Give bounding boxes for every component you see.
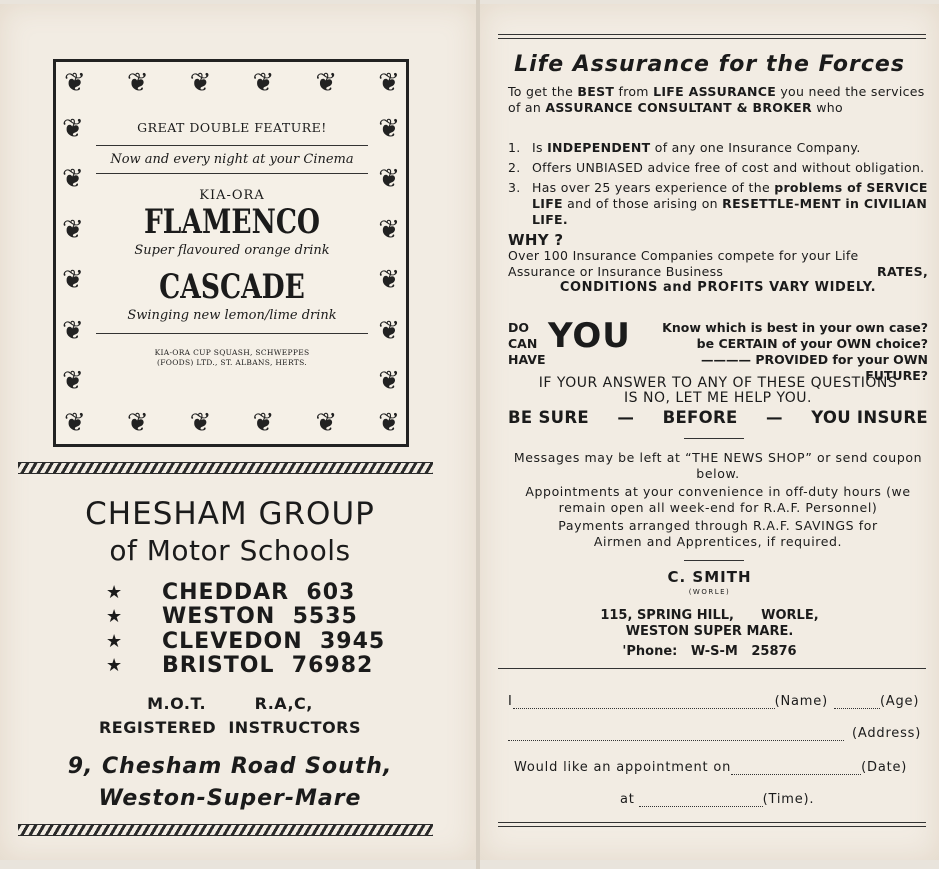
- ornament-icon: ❦: [315, 408, 338, 438]
- divider: [684, 438, 744, 439]
- small-print-line: KIA-ORA CUP SQUASH, SCHWEPPES: [154, 348, 310, 357]
- phone-row: [106, 629, 426, 654]
- time-field[interactable]: [639, 796, 763, 807]
- phone-row: [106, 605, 426, 630]
- ornament-icon: ❦: [252, 408, 275, 438]
- list-item: [508, 160, 928, 176]
- ornament-icon: ❦: [189, 408, 212, 438]
- star-icon: ★: [106, 655, 124, 677]
- text-bold: LIFE ASSURANCE: [653, 84, 777, 99]
- consultant-phone: 'Phone: W-S-M 25876: [622, 644, 797, 659]
- text: who: [811, 100, 843, 115]
- text: be CERTAIN of your OWN choice?: [696, 336, 928, 351]
- age-label: (Age): [879, 694, 920, 709]
- ornament-icon: ❦: [378, 265, 400, 296]
- item-number: 3.: [508, 180, 521, 195]
- double-rule: [498, 822, 926, 827]
- text-bold: RESETTLE-MENT in CIVILIAN LIFE.: [532, 196, 928, 227]
- list-item: [508, 180, 928, 228]
- ornament-icon: ❦: [64, 68, 86, 98]
- text: from: [614, 84, 654, 99]
- ornament-border-right: [378, 116, 400, 394]
- time-label: (Time).: [762, 792, 815, 807]
- kia-ora-advert: [53, 59, 409, 447]
- payments-text: Payments arranged through R.A.F. SAVINGS for Airmen and Apprentices, if required.: [558, 518, 878, 549]
- star-icon: ★: [106, 581, 124, 603]
- phone-list: [106, 580, 426, 678]
- phone-number: 3945: [319, 628, 386, 654]
- text: and of those arising on: [562, 196, 723, 211]
- ornament-icon: ❦: [62, 214, 84, 245]
- divider: [684, 560, 744, 561]
- rope-divider: [18, 824, 433, 836]
- double-rule: [498, 34, 926, 39]
- ornament-icon: ❦: [62, 365, 84, 396]
- star-icon: ★: [106, 630, 124, 652]
- text: IS NO, LET ME HELP YOU.: [624, 390, 812, 406]
- ornament-border-top: [64, 70, 400, 96]
- name-field[interactable]: [513, 698, 775, 709]
- question-verbs: [508, 320, 548, 368]
- you-emphasis: YOU: [548, 316, 631, 356]
- coupon-time-row: [620, 792, 939, 807]
- phone-row: [106, 654, 426, 679]
- appointments-text: Appointments at your convenience in off-duty hours (we remain open all week-end for R.A.F. Personnel): [525, 484, 911, 515]
- ornament-icon: ❦: [62, 265, 84, 296]
- drink-description: Swinging new lemon/lime drink: [127, 308, 337, 323]
- advert-tagline: Now and every night at your Cinema: [110, 152, 354, 167]
- text: DO: [508, 320, 530, 335]
- over-paragraph: [508, 248, 928, 280]
- consultant-name: C. SMITH: [667, 568, 752, 586]
- advert-content: [96, 116, 368, 368]
- text: Know which is best in your own case?: [662, 320, 928, 335]
- advert-small-print: [96, 348, 368, 368]
- school-address-line2: Weston-Super-Mare: [98, 786, 362, 811]
- text: I: [508, 694, 513, 709]
- address-field[interactable]: [508, 730, 844, 741]
- phone-place: CLEVEDON: [162, 628, 303, 654]
- chesham-subtitle: of Motor Schools: [109, 534, 351, 567]
- ornament-icon: ❦: [126, 408, 149, 438]
- coupon-address-row: [508, 726, 928, 741]
- coupon-date-row: [514, 760, 934, 775]
- rope-divider: [18, 462, 433, 474]
- text: IF YOUR ANSWER TO ANY OF THESE QUESTIONS: [538, 375, 898, 391]
- conditions-line: CONDITIONS and PROFITS VARY WIDELY.: [559, 280, 877, 295]
- left-page: [0, 4, 476, 860]
- drink-name-cascade: CASCADE: [159, 267, 305, 307]
- ornament-icon: ❦: [378, 214, 400, 245]
- item-number: 2.: [508, 160, 521, 175]
- page-title: Life Assurance for the Forces: [514, 52, 905, 77]
- text: To get the: [508, 84, 578, 99]
- divider: [96, 333, 368, 334]
- why-heading: WHY ?: [508, 231, 564, 249]
- phone-row: [106, 580, 426, 605]
- text-bold: BEST: [577, 84, 615, 99]
- ornament-icon: ❦: [126, 68, 149, 98]
- dash: ————: [701, 352, 752, 367]
- mot-line: M.O.T. R.A,C,: [147, 694, 313, 713]
- consultant-address-line2: WESTON SUPER MARE.: [625, 624, 794, 639]
- text: YOU INSURE: [811, 408, 928, 427]
- divider: [96, 145, 368, 146]
- ornament-icon: ❦: [378, 164, 400, 195]
- text: BE SURE: [508, 408, 589, 427]
- divider: [498, 668, 926, 669]
- text: HAVE: [508, 352, 546, 367]
- text-bold: RATES,: [877, 264, 928, 279]
- item-number: 1.: [508, 140, 521, 155]
- small-print-line: (FOODS) LTD., ST. ALBANS, HERTS.: [157, 358, 307, 367]
- dash: —: [765, 408, 783, 427]
- divider: [96, 173, 368, 174]
- ornament-border-left: [62, 116, 84, 394]
- phone-number: 76982: [291, 653, 374, 679]
- text: BEFORE: [662, 408, 738, 427]
- advert-brand: KIA-ORA: [199, 188, 265, 203]
- text: Offers UNBIASED advice free of cost and without obligation.: [532, 160, 925, 175]
- text: PROVIDED for your OWN FUTURE?: [755, 352, 928, 383]
- text-bold: problems of SERVICE LIFE: [532, 180, 928, 211]
- text-bold: ASSURANCE CONSULTANT & BROKER: [545, 100, 812, 115]
- text: at: [620, 792, 635, 807]
- age-field[interactable]: [834, 698, 880, 709]
- intro-paragraph: [508, 84, 928, 116]
- text: Has over 25 years experience of the: [532, 180, 775, 195]
- consultant-locality: (WORLE): [688, 588, 731, 596]
- text: Is: [532, 140, 548, 155]
- reasons-list: [508, 140, 928, 296]
- text: Would like an appointment on: [514, 760, 732, 775]
- star-icon: ★: [106, 606, 124, 628]
- text: you need the services of an: [508, 84, 925, 115]
- text: CAN: [508, 336, 538, 351]
- ornament-icon: ❦: [64, 408, 86, 438]
- ornament-icon: ❦: [62, 164, 84, 195]
- ornament-icon: ❦: [378, 315, 400, 346]
- ornament-icon: ❦: [62, 315, 84, 346]
- ornament-border-bottom: [64, 410, 400, 436]
- if-answer: [508, 376, 928, 406]
- ornament-icon: ❦: [378, 365, 400, 396]
- date-field[interactable]: [731, 764, 861, 775]
- ornament-icon: ❦: [378, 408, 400, 438]
- ornament-icon: ❦: [62, 114, 84, 144]
- text-bold: INDEPENDENT: [547, 140, 651, 155]
- messages-text: Messages may be left at “THE NEWS SHOP” or send coupon below.: [513, 450, 923, 481]
- text: Over 100 Insurance Companies compete for your Life Assurance or Insurance Business: [508, 248, 859, 279]
- ornament-icon: ❦: [378, 114, 400, 144]
- consultant-address-line1: 115, SPRING HILL, WORLE,: [600, 608, 819, 623]
- ornament-icon: ❦: [315, 68, 338, 98]
- right-page: [480, 4, 939, 860]
- phone-number: 5535: [292, 604, 358, 630]
- address-label: (Address): [852, 726, 922, 741]
- ornament-icon: ❦: [252, 68, 275, 98]
- school-address-line1: 9, Chesham Road South,: [67, 754, 393, 779]
- date-label: (Date): [861, 760, 908, 775]
- name-label: (Name): [774, 694, 828, 709]
- phone-place: BRISTOL: [162, 653, 275, 679]
- dash: —: [617, 408, 635, 427]
- phone-place: CHEDDAR: [162, 579, 290, 605]
- coupon-name-row: [508, 694, 928, 709]
- phone-number: 603: [306, 579, 356, 605]
- advert-headline: GREAT DOUBLE FEATURE!: [137, 120, 327, 135]
- be-sure-line: [508, 408, 928, 427]
- instructors-line: REGISTERED INSTRUCTORS: [98, 718, 362, 737]
- drink-description: Super flavoured orange drink: [134, 243, 330, 258]
- ornament-icon: ❦: [378, 68, 400, 98]
- ornament-icon: ❦: [189, 68, 212, 98]
- drink-name-flamenco: FLAMENCO: [143, 202, 321, 242]
- list-item: [508, 140, 928, 156]
- phone-place: WESTON: [162, 604, 276, 630]
- chesham-title: CHESHAM GROUP: [85, 496, 375, 532]
- text: of any one Insurance Company.: [650, 140, 861, 155]
